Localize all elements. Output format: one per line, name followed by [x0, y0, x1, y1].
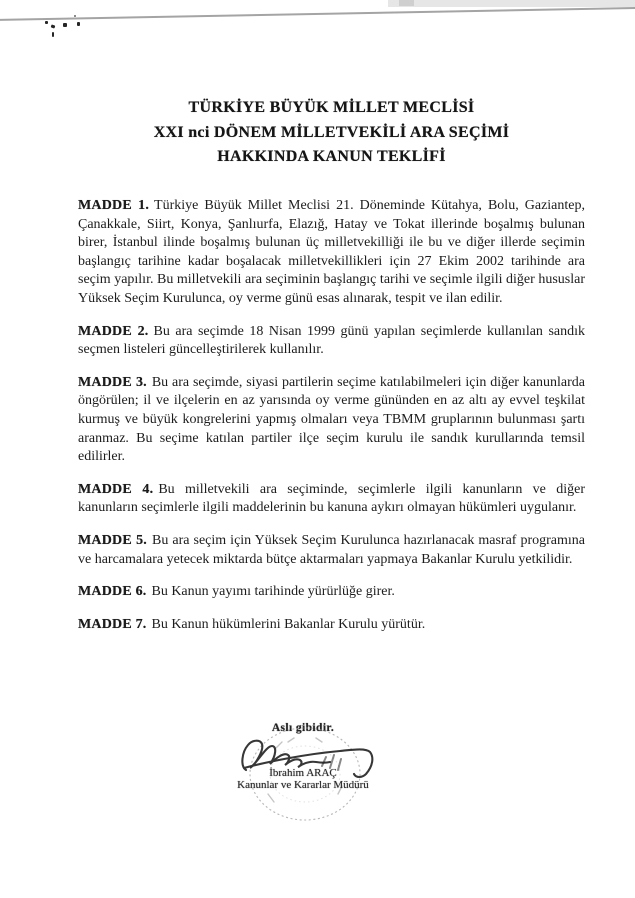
- article-label: MADDE 2.: [78, 323, 149, 339]
- article-text: Bu Kanun yayımı tarihinde yürürlüğe girer.: [151, 584, 395, 600]
- ink-speck: [77, 22, 80, 26]
- article-label: MADDE 7.: [78, 616, 147, 632]
- document-body: [78, 197, 585, 648]
- article-text: Bu ara seçim için Yüksek Seçim Kurulunca hazırlanacak masraf programına ve harcamalara yetecek miktarda bütçe aktarmaları yapmaya Bakanlar Kurulu yetkilidir.: [78, 532, 585, 567]
- ink-speck: [45, 21, 48, 24]
- scan-edge-line: [0, 7, 635, 21]
- article-madde-2: [78, 323, 585, 360]
- article-label: MADDE 3.: [78, 374, 147, 390]
- document-title: [78, 96, 585, 170]
- signatory-name: İbrahim ARAÇ: [269, 767, 337, 779]
- ink-speck: [51, 24, 56, 28]
- article-madde-3: [78, 374, 585, 467]
- certification-text: Aslı gibidir.: [271, 722, 335, 734]
- article-madde-5: [78, 532, 585, 569]
- article-text: Türkiye Büyük Millet Meclisi 21. Döneminde Kütahya, Bolu, Gaziantep, Çanakkale, Siirt, Konya, Şanlıurfa, Elazığ, Hatay ve Tokat illerinde boşalmış bulunan birer, İstanbul ilinde boşalmış bulunan üç milletvekilliği ile bu ve diğer illerde seçimin başlangıç tarihine kadar boşalacak milletvekillikleri için 27 Ekim 2002 tarihinde ara seçim yapılır. Bu milletvekili ara seçiminin başlangıç tarihi ve seçimle ilgili diğer hususlar Yüksek Seçim Kurulunca, oy verme günü esas alınarak, tespit ve ilan edilir.: [78, 198, 585, 306]
- signature-block: [78, 710, 585, 870]
- article-madde-6: [78, 583, 585, 602]
- title-line-1: TÜRKİYE BÜYÜK MİLLET MECLİSİ: [188, 99, 475, 116]
- article-label: MADDE 6.: [78, 584, 147, 600]
- article-text: Bu ara seçimde, siyasi partilerin seçime katılabilmeleri için diğer kanunlarda öngörülen; il ve ilçelerin en az yarısında oy verme gününden en az altı ay evvel teşkilat kurmuş ve büyük kongrelerini yapmış olmaları veya TBMM gruplarının bulunması şartı aranmaz. Bu seçime katılan partiler ilçe seçim kurulu ile sandık kurullarında temsil edilirler.: [78, 374, 586, 465]
- scan-edge-shadow: [388, 0, 635, 7]
- article-label: MADDE 1.: [78, 198, 150, 213]
- article-madde-1: [78, 197, 585, 309]
- article-madde-7: [78, 616, 585, 635]
- signatory-title: Kanunlar ve Kararlar Müdürü: [237, 779, 369, 791]
- ink-speck: [63, 23, 67, 27]
- article-text: Bu ara seçimde 18 Nisan 1999 günü yapılan seçimlerde kullanılan sandık seçmen listeleri güncelleştirilerek kullanılır.: [78, 323, 585, 358]
- article-text: Bu Kanun hükümlerini Bakanlar Kurulu yürütür.: [151, 616, 426, 632]
- article-text: Bu milletvekili ara seçiminde, seçimlerle ilgili kanunların ve diğer kanunların seçimlerle ilgili maddelerinin bu kanuna aykırı olmayan hükümleri uygulanır.: [78, 481, 585, 516]
- ink-speck: [52, 32, 54, 37]
- title-line-2: XXI nci DÖNEM MİLLETVEKİLİ ARA SEÇİMİ: [153, 123, 510, 141]
- article-label: MADDE 4.: [78, 481, 154, 497]
- scan-edge-mark: [399, 0, 414, 6]
- title-line-3: HAKKINDA KANUN TEKLİFİ: [217, 148, 446, 165]
- article-label: MADDE 5.: [78, 532, 148, 548]
- article-madde-4: [78, 481, 585, 518]
- ink-speck: [74, 15, 76, 17]
